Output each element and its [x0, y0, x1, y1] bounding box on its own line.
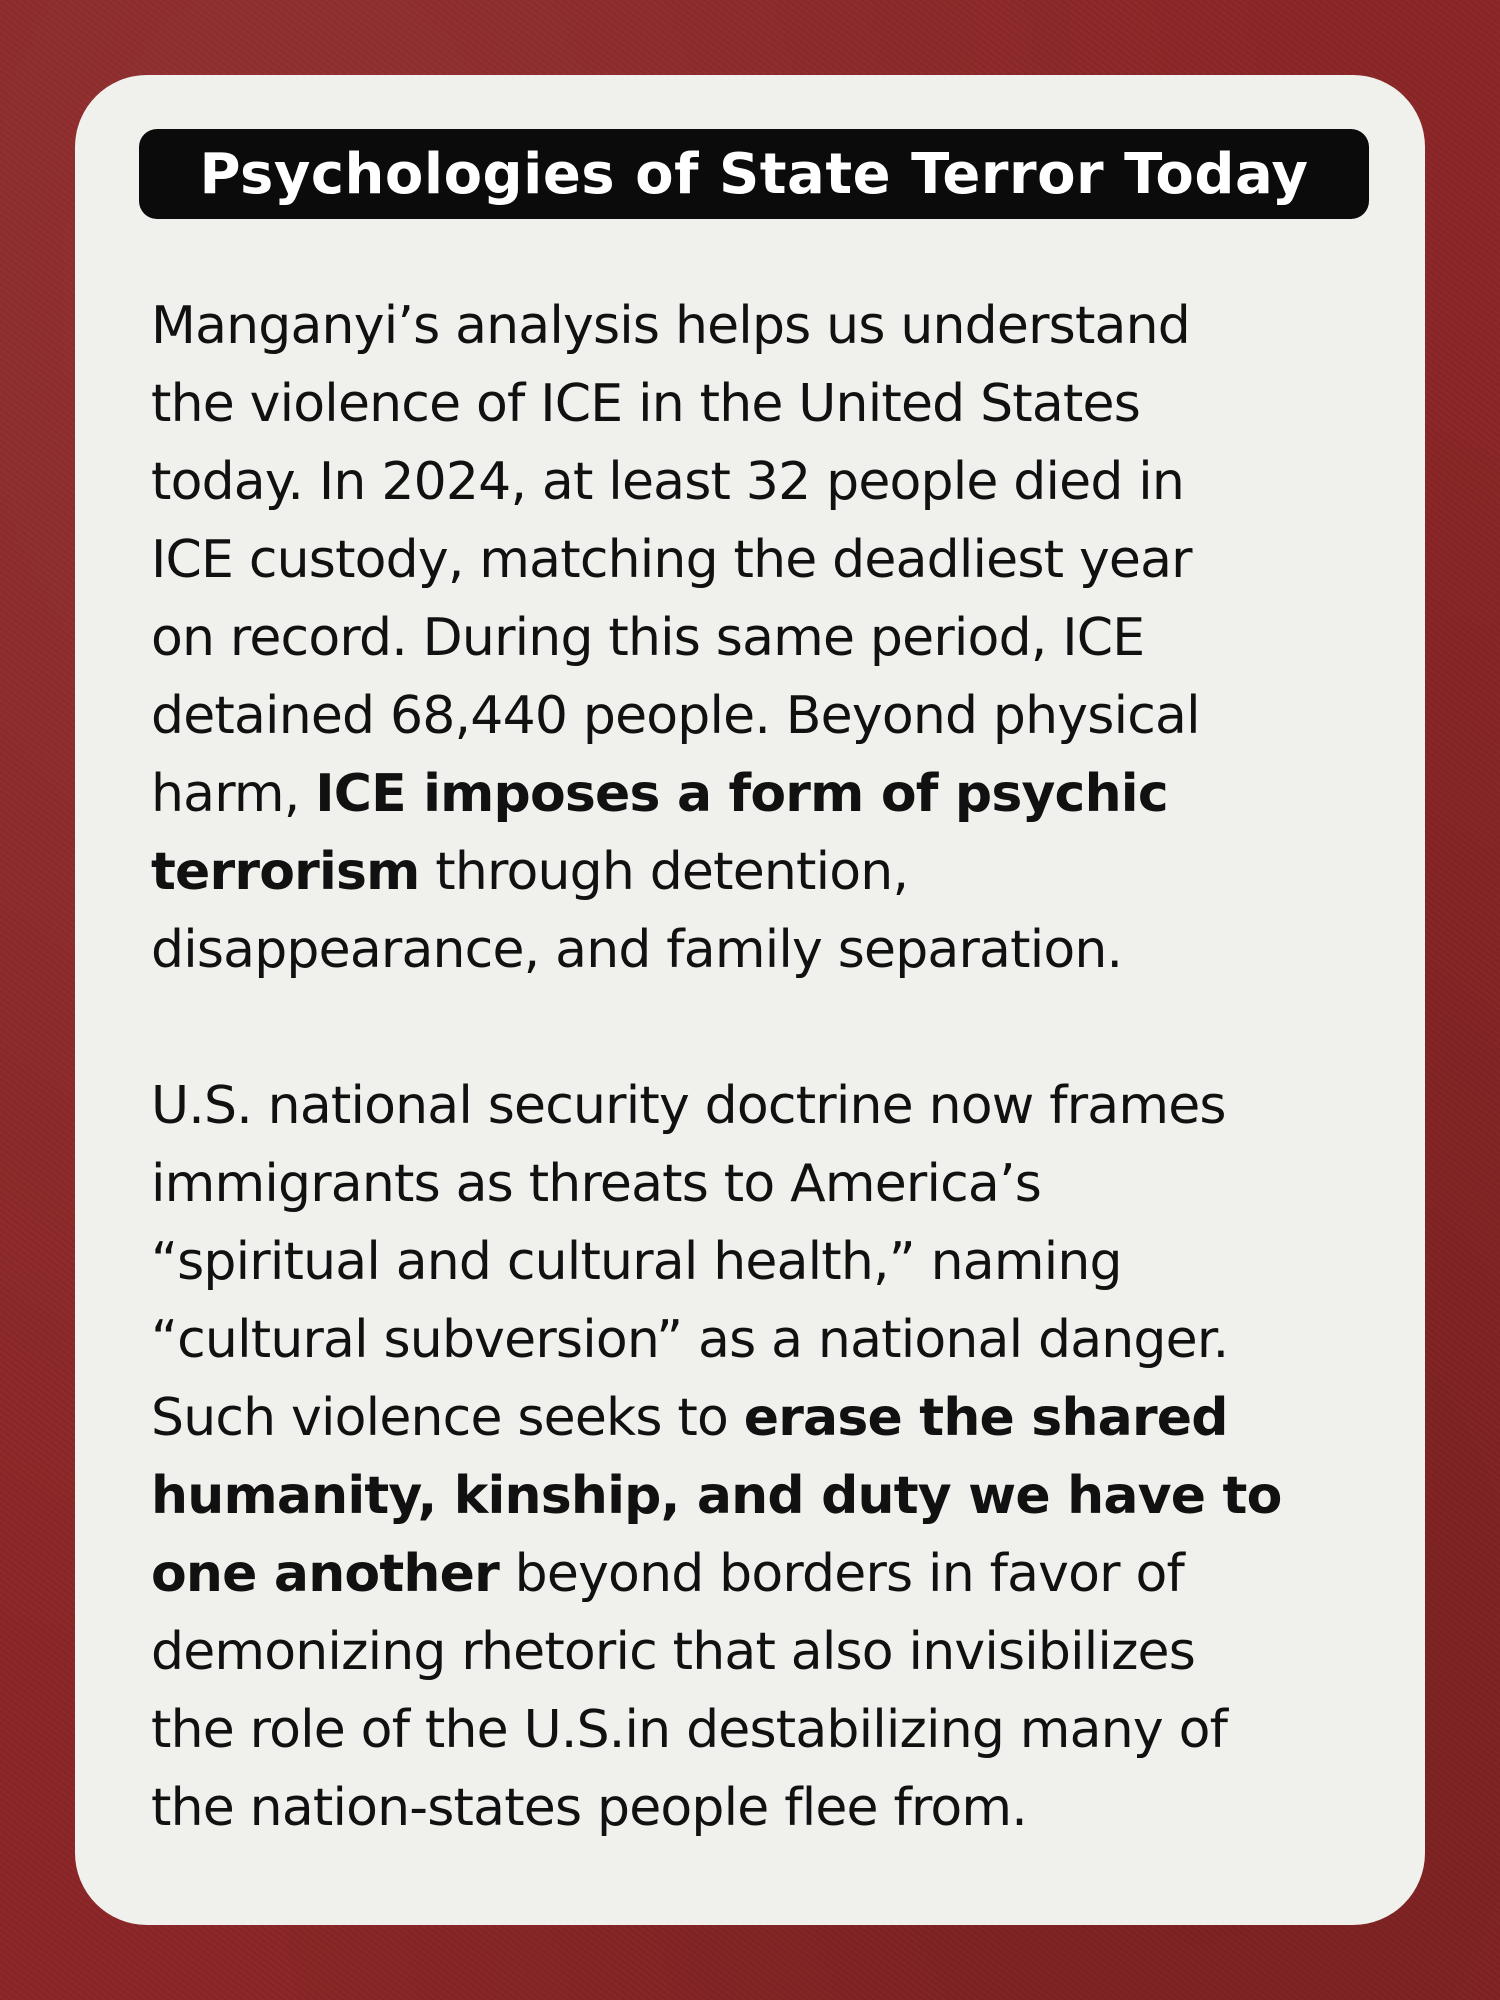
body-text-segment: Such violence seeks to — [151, 1388, 744, 1448]
text-line — [151, 755, 1381, 833]
text-line — [151, 365, 1381, 443]
text-line — [151, 287, 1381, 365]
body-text-segment: harm, — [151, 764, 316, 824]
text-line — [151, 833, 1381, 911]
text-line — [151, 521, 1381, 599]
text-line — [151, 911, 1381, 989]
body-text-segment: U.S. national security doctrine now frames — [151, 1076, 1226, 1136]
text-line — [151, 1535, 1381, 1613]
text-line — [151, 677, 1381, 755]
emphasized-text: one another — [151, 1544, 499, 1604]
body-text-segment: today. In 2024, at least 32 people died in — [151, 452, 1185, 512]
body-text-segment: the violence of ICE in the United States — [151, 374, 1141, 434]
content-card — [75, 75, 1425, 1925]
body-text-segment: beyond borders in favor of — [498, 1544, 1184, 1604]
text-line — [151, 1223, 1381, 1301]
body-text-segment: disappearance, and family separation. — [151, 920, 1123, 980]
body-text-segment: the nation-states people flee from. — [151, 1778, 1028, 1838]
body-text-segment: on record. During this same period, ICE — [151, 608, 1145, 668]
article-body — [151, 287, 1381, 1847]
text-line — [151, 1067, 1381, 1145]
paragraph — [151, 287, 1381, 989]
text-line — [151, 1769, 1381, 1847]
emphasized-text: terrorism — [151, 842, 420, 902]
emphasized-text: humanity, kinship, and duty we have to — [151, 1466, 1282, 1526]
body-text-segment: “spiritual and cultural health,” naming — [151, 1232, 1122, 1292]
emphasized-text: erase the shared — [743, 1388, 1228, 1448]
body-text-segment: through detention, — [419, 842, 909, 902]
text-line — [151, 1379, 1381, 1457]
paragraph — [151, 1067, 1381, 1847]
text-line — [151, 443, 1381, 521]
text-line — [151, 1457, 1381, 1535]
body-text-segment: ICE custody, matching the deadliest year — [151, 530, 1192, 590]
title-banner — [139, 129, 1369, 219]
text-line — [151, 1145, 1381, 1223]
body-text-segment: demonizing rhetoric that also invisibilizes — [151, 1622, 1196, 1682]
page-title: Psychologies of State Terror Today — [199, 141, 1309, 207]
text-line — [151, 1301, 1381, 1379]
body-text-segment: “cultural subversion” as a national danger. — [151, 1310, 1229, 1370]
body-text-segment: detained 68,440 people. Beyond physical — [151, 686, 1200, 746]
text-line — [151, 1691, 1381, 1769]
body-text-segment: the role of the U.S.in destabilizing many of — [151, 1700, 1228, 1760]
emphasized-text: ICE imposes a form of psychic — [315, 764, 1168, 824]
body-text-segment: Manganyi’s analysis helps us understand — [151, 296, 1190, 356]
text-line — [151, 1613, 1381, 1691]
text-line — [151, 599, 1381, 677]
body-text-segment: immigrants as threats to America’s — [151, 1154, 1042, 1214]
